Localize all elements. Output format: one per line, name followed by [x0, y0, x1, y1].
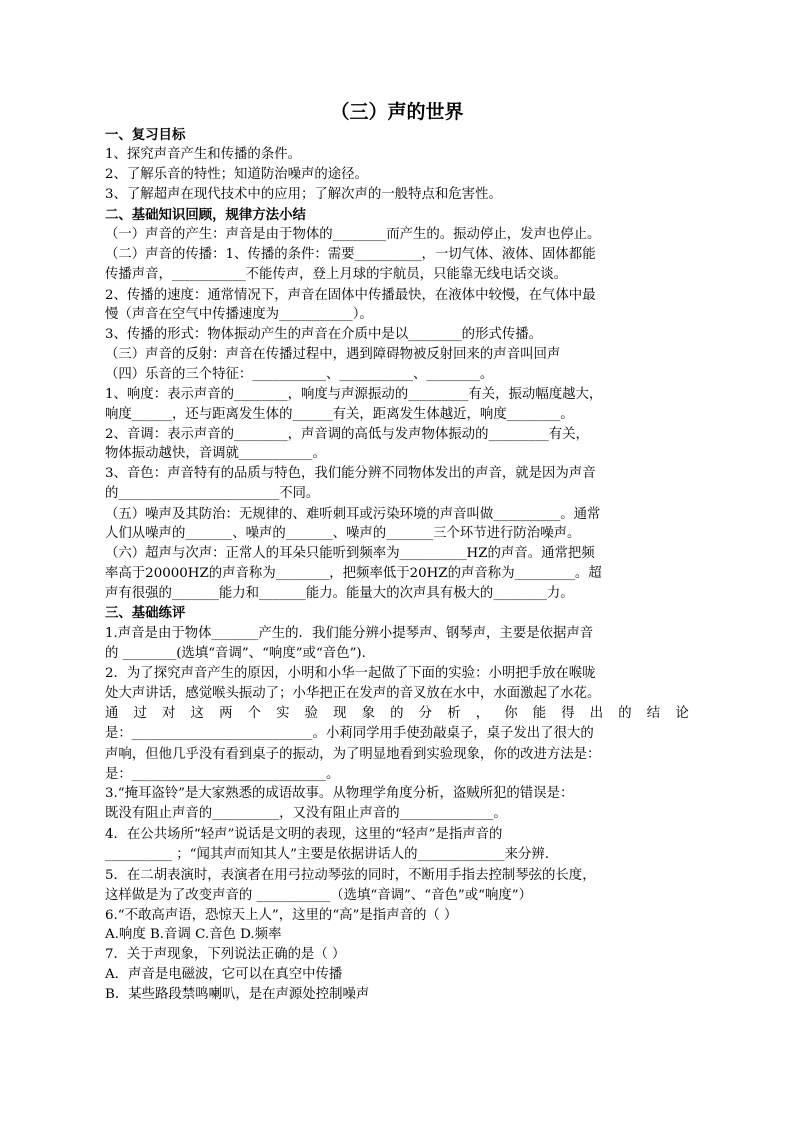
text-line: 率高于20000HZ的声音称为________，把频率低于20HZ的声音称为_________。超	[105, 566, 602, 581]
text-line: A.响度 B.音调 C.音色 D.频率	[105, 927, 282, 942]
text-line: （四）乐音的三个特征：___________、___________、________。	[105, 367, 494, 382]
text-line: 是：_____________________________。	[105, 767, 340, 782]
text-line: （二）声音的传播：1、传播的条件：需要__________，一切气体、液体、固体都能	[105, 247, 596, 262]
text-line: 7．关于声现象，下列说法正确的是（ ）	[105, 947, 346, 962]
text-line: 4．在公共场所“轻声”说话是文明的表现，这里的“轻声”是指声音的	[105, 827, 503, 842]
text-line: 3、了解超声在现代技术中的应用；了解次声的一般特点和危害性。	[105, 187, 502, 202]
text-line: 1.声音是由于物体_______产生的．我们能分辨小提琴声、钢琴声，主要是依据声音	[105, 626, 594, 641]
text-line: 1、响度：表示声音的________，响度与声源振动的_________有关，振动幅度越大，	[105, 387, 603, 402]
text-line: 1、探究声音产生和传播的条件。	[105, 147, 301, 162]
text-line: （五）噪声及其防治：无规律的、难听刺耳或污染环境的声音叫做__________。通常	[105, 507, 601, 522]
text-line: 声响，但他几乎没有看到桌子的振动，为了明显地看到实验现象，你的改进方法是：	[105, 747, 601, 762]
text-line: 物体振动越快，音调就___________。	[105, 446, 326, 461]
text-line: 5．在二胡表演时，表演者在用弓拉动琴弦的同时，不断用手指去控制琴弦的长度，	[105, 868, 596, 883]
section-heading: 二、基础知识回顾，规律方法小结	[105, 207, 306, 223]
text-line: __________ ；“闻其声而知其人”主要是依据讲话人的_____________来分辨.	[105, 847, 550, 862]
text-line: 人们从噪声的_______、噪声的_______、噪声的_______三个环节进行防治噪声。	[105, 526, 581, 541]
text-line: 2．为了探究声音产生的原因，小明和小华一起做了下面的实验：小明把手放在喉咙	[105, 666, 596, 681]
text-line: 3、传播的形式：物体振动产生的声音在介质中是以________的形式传播。	[105, 327, 543, 342]
text-line: 2、了解乐音的特性；知道防治噪声的途径。	[105, 167, 368, 182]
section-heading: 一、复习目标	[105, 127, 186, 143]
text-line: 的 ________(选填“音调”、“响度”或“音色”)．	[105, 646, 376, 661]
text-line: 响度______，还与距离发生体的______有关，距离发生体越近，响度________。	[105, 407, 574, 422]
text-line: （一）声音的产生：声音是由于物体的________而产生的。振动停止，发声也停止。	[105, 227, 601, 242]
text-line: （三）声音的反射：声音在传播过程中，遇到障碍物被反射回来的声音叫回声	[105, 347, 561, 362]
text-line: B．某些路段禁鸣喇叭，是在声源处控制噪声	[105, 987, 370, 1002]
text-line: 这样做是为了改变声音的 ___________（选填“音调”、“音色”或“响度”）	[105, 888, 532, 903]
text-line: 传播声音，___________不能传声，登上月球的宇航员，只能靠无线电话交谈。	[105, 267, 567, 282]
text-line: 3.“掩耳盗铃”是大家熟悉的成语故事。从物理学角度分析，盗贼所犯的错误是：	[105, 786, 574, 801]
text-line: 3、音色：声音特有的品质与特色，我们能分辨不同物体发出的声音，就是因为声音	[105, 466, 596, 481]
text-line: 慢（声音在空气中传播速度为___________）。	[105, 307, 373, 322]
text-line: 通 过 对 这 两 个 实 验 现 象 的 分 析 ， 你 能 得 出 的 结 论	[105, 706, 689, 721]
text-line: 2、音调：表示声音的________，声音调的高低与发声物体振动的_________有关，	[105, 427, 589, 442]
text-line: 处大声讲话，感觉喉头振动了；小华把正在发声的音叉放在水中，水面激起了水花。	[105, 686, 601, 701]
text-line: 是：___________________________。小莉同学用手使劲敲桌子，桌子发出了很大的	[105, 726, 594, 741]
section-heading: 三、基础练评	[105, 605, 186, 621]
text-line: （六）超声与次声：正常人的耳朵只能听到频率为__________HZ的声音。通常把频	[105, 546, 595, 561]
text-line: 2、传播的速度：通常情况下，声音在固体中传播最快，在液体中较慢，在气体中最	[105, 288, 596, 303]
text-line: 的________________________不同。	[105, 486, 320, 501]
text-line: 6.“不敢高声语，恐惊天上人”，这里的“高”是指声音的（ ）	[105, 908, 458, 923]
text-line: 声有很强的_______能力和_______能力。能量大的次声具有极大的________力。	[105, 586, 574, 601]
text-line: A．声音是电磁波，它可以在真空中传播	[105, 967, 343, 982]
text-line: 既没有阻止声音的__________，又没有阻止声音的______________。	[105, 806, 507, 821]
page-title: （三）声的世界	[330, 101, 464, 123]
